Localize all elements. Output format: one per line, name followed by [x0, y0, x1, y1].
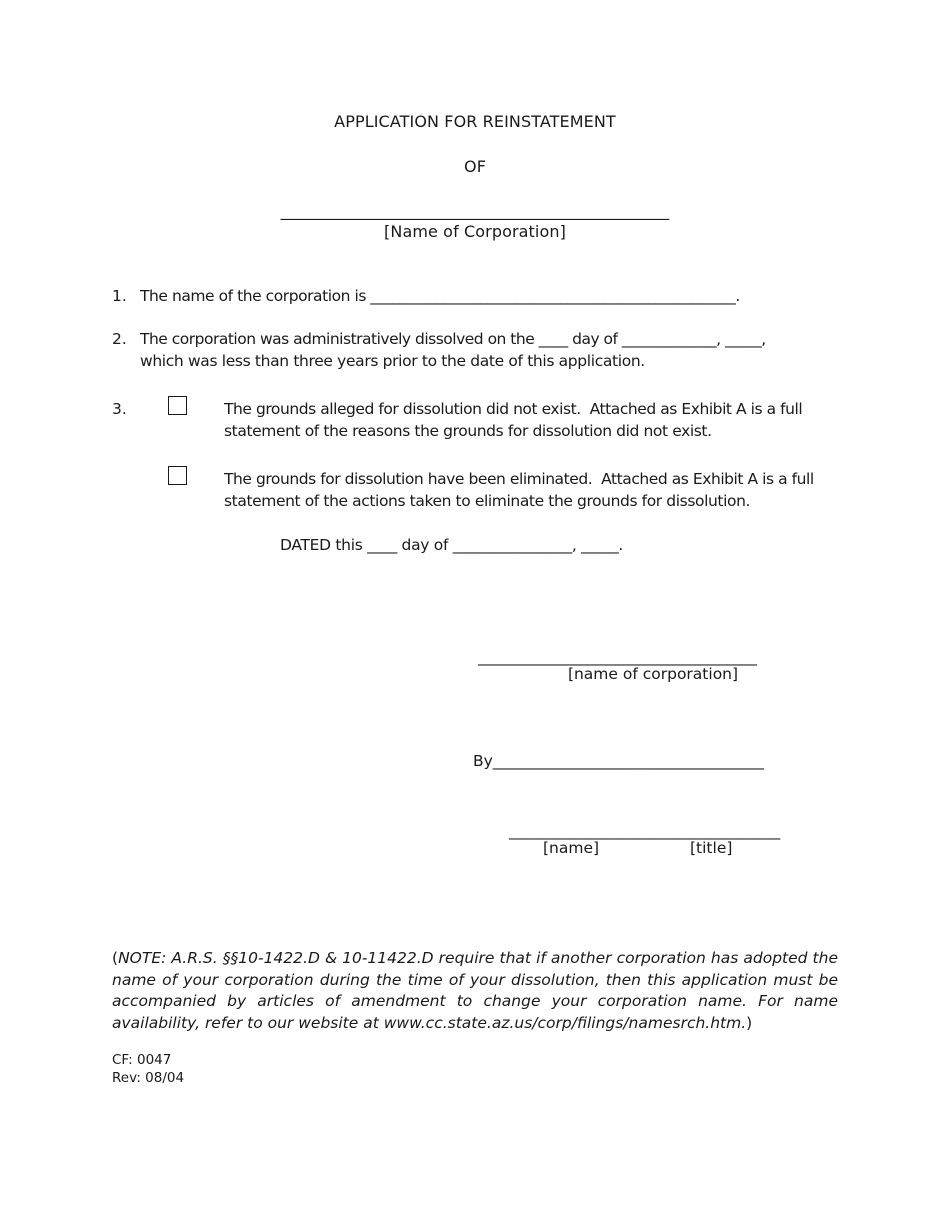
- corporation-signature-line[interactable]: ____________________________________: [478, 648, 757, 666]
- option-b-line-1: The grounds for dissolution have been eliminated. Attached as Exhibit A is a full: [224, 470, 814, 488]
- grounds-did-not-exist-checkbox[interactable]: [168, 396, 187, 415]
- item-2-line-1[interactable]: The corporation was administratively dissolved on the ____ day of _____________, _____,: [140, 330, 766, 348]
- name-title-line[interactable]: ___________________________________: [509, 822, 781, 840]
- note-open-paren: (: [112, 949, 119, 967]
- dated-line[interactable]: DATED this ____ day of ________________, _____.: [280, 536, 624, 554]
- grounds-eliminated-checkbox[interactable]: [168, 466, 187, 485]
- form-title: APPLICATION FOR REINSTATEMENT: [334, 112, 616, 131]
- by-signature-line[interactable]: By___________________________________: [473, 752, 765, 770]
- corporation-name-field[interactable]: ________________________________________________: [280, 201, 670, 220]
- option-b-line-2: statement of the actions taken to eliminate the grounds for dissolution.: [224, 492, 751, 510]
- corporation-name-label: [Name of Corporation]: [384, 222, 566, 241]
- form-revision: Rev: 08/04: [112, 1070, 185, 1086]
- item-3-number: 3.: [112, 400, 127, 418]
- note-close-paren: ): [746, 1013, 753, 1032]
- title-label: [title]: [690, 839, 733, 857]
- item-1-text[interactable]: The name of the corporation is __________________________________________________.: [140, 287, 740, 305]
- form-code: CF: 0047: [112, 1052, 172, 1068]
- title-of: OF: [464, 157, 486, 176]
- corporation-signature-label: [name of corporation]: [567, 665, 739, 683]
- option-a-line-2: statement of the reasons the grounds for dissolution did not exist.: [224, 422, 712, 440]
- option-a-line-1: The grounds alleged for dissolution did not exist. Attached as Exhibit A is a full: [224, 400, 803, 418]
- item-1-number: 1.: [112, 287, 127, 305]
- note-text: NOTE: A.R.S. §§10-1422.D & 10-11422.D require that if another corporation has adopted the name of your corporation during the time of your dissolution, then this application must be accompanied by articles of amendment to change your corporation name. For name availability, refer to our website at www.cc.state.az.us/corp/filings/namesrch.htm.: [112, 949, 838, 1032]
- item-2-number: 2.: [112, 330, 127, 348]
- name-label: [name]: [543, 839, 600, 857]
- statutory-note: [112, 948, 838, 1034]
- item-2-line-2: which was less than three years prior to the date of this application.: [140, 352, 645, 370]
